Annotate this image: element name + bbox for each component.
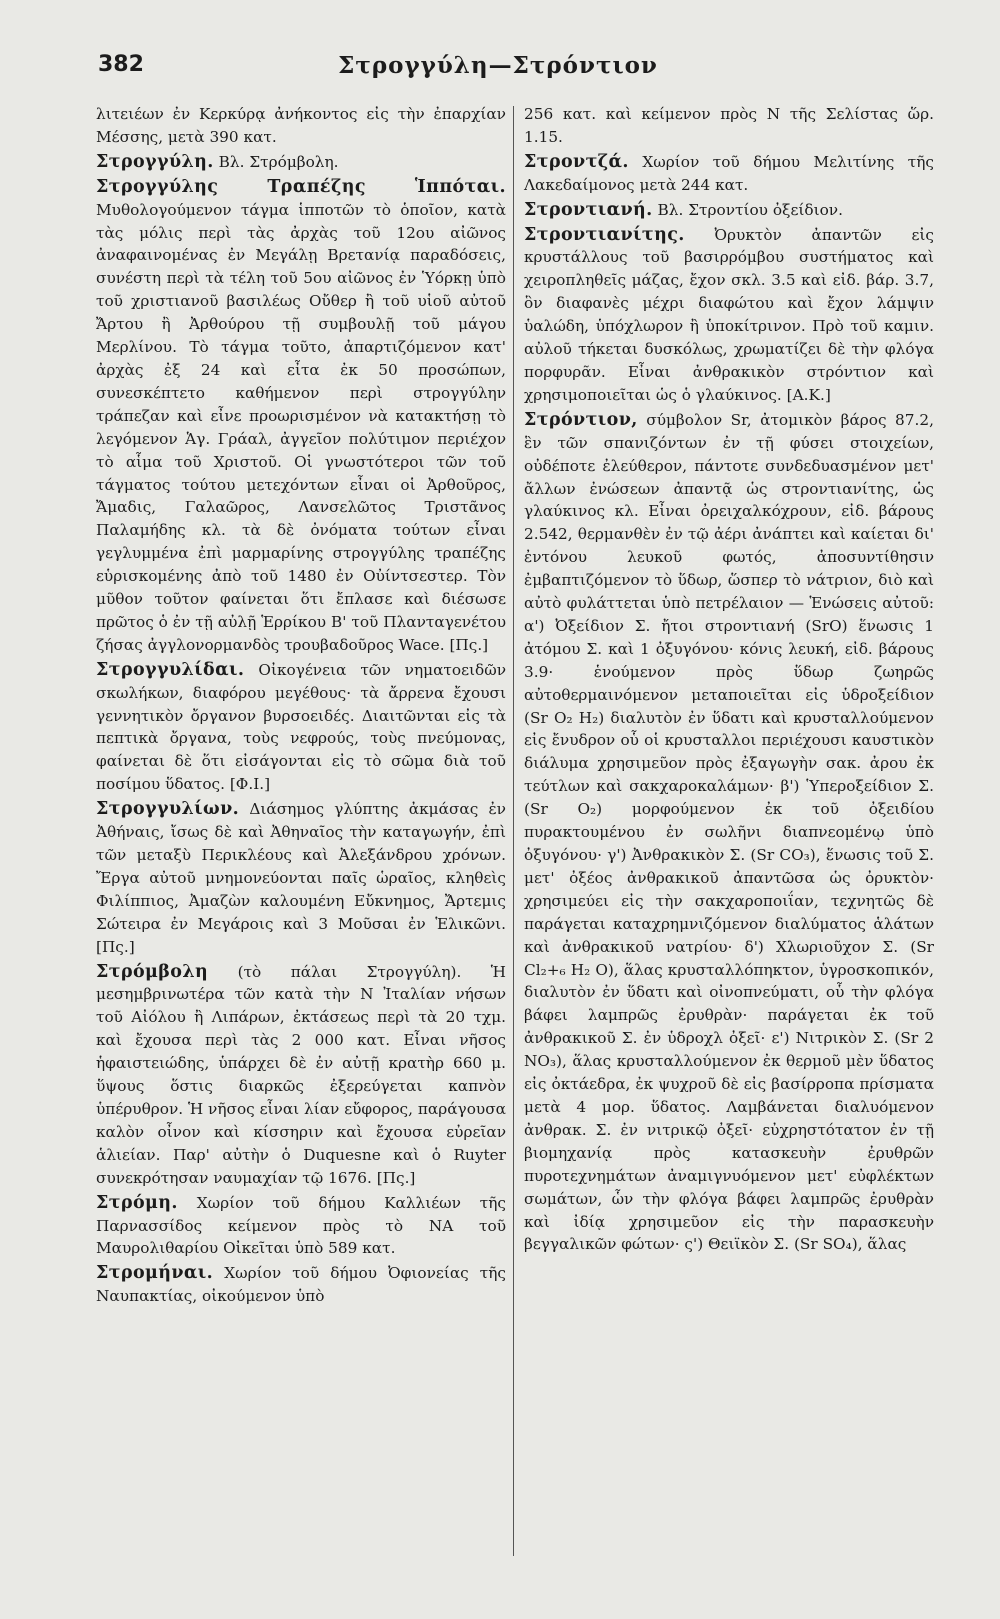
entry-headword: Στρογγυλίων.	[96, 799, 240, 820]
entry-text: Βλ. Στροντίου ὀξείδιον.	[657, 200, 843, 219]
entry-text: σύμβολον Sr, ἀτομικὸν βάρος 87.2, ἓν τῶν σπανιζόντων ἐν τῇ φύσει στοιχείων, οὐδέποτε ἐλεύθερον, πάντοτε συνδεδυασμένον μετ' ἄλλων ἐνώσεων ἀπαντᾷ ὡς στροντιανίτης, ὡς γλαύκινος κλ. Εἶναι ὀρειχαλκόχρουν, εἰδ. βάρους 2.542, θερμανθὲν ἐν τῷ ἀέρι ἀνάπτει καὶ καίεται δι' ἐντόνου λευκοῦ φωτός, ἀποσυντίθησιν ἐμβαπτιζόμενον τὸ ὕδωρ, ὥσπερ τὸ νάτριον, διὸ καὶ αὐτὸ φυλάττεται ὑπὸ πετρέλαιον — Ἑνώσεις αὐτοῦ: α') Ὀξείδιον Σ. ἤτοι στροντιανή (SrO) ἕνωσις 1 ἀτόμου Σ. καὶ 1 ὀξυγόνου· κόνις λευκή, εἰδ. βάρους 3.9· ἑνούμενον πρὸς ὕδωρ ζωηρῶς αὐτοθερμαινόμενον μεταποιεῖται εἰς ὑδροξείδιον (Sr O₂ H₂) διαλυτὸν ἐν ὕδατι καὶ κρυσταλλούμενον εἰς ἔνυδρον οὗ οἱ κρυσταλλοι περιέχουσι καυστικὸν διάλυμα χρησιμεῦον πρὸς ἐξαγωγὴν σακ. ἀρου ἐκ τεύτλων καὶ σακχαροκαλάμων· β') Ὑπεροξείδιον Σ. (Sr O₂) μορφούμενον ἐκ τοῦ ὀξειδίου πυρακτουμένου ἐν σωλῆνι διαπνεομένῳ ὑπὸ ὀξυγόνου· γ') Ἀνθρακικὸν Σ. (Sr CO₃), ἕνωσις τοῦ Σ. μετ' ὀξέος ἀνθρακικοῦ ἀπαντῶσα ὡς ὀρυκτὸν· χρησιμεύει εἰς τὴν σακχαροποιΐαν, τεχνητῶς δὲ παράγεται καταχρημνιζόμενον διαλύματος ἁλάτων καὶ ἀνθρακικοῦ νατρίου· δ') Χλωριοῦχον Σ. (Sr Cl₂+₆ H₂ O), ἅλας κρυσταλλόπηκτον, ὑγροσκοπικόν, διαλυτὸν ἐν ὕδατι καὶ οἰνοπνεύματι, οὗ τὴν φλόγα βάφει λαμπρῶς ἐρυθρὰν· παράγεται ἐκ τοῦ ἀνθρακικοῦ Σ. ἐν ὑδροχλ ὀξεῖ· ε') Νιτρικὸν Σ. (Sr 2 NO₃), ἅλας κρυσταλλούμενον ἐκ θερμοῦ μὲν ὕδατος εἰς ὀκτάεδρα, ἐκ ψυχροῦ δὲ εἰς βασίρροπα πρίσματα μετὰ 4 μορ. ὕδατος. Λαμβάνεται διαλυόμενον ἀνθρακ. Σ. ἐν νιτρικῷ ὀξεῖ· εὐχρηστότατον ἐν τῇ βιομηχανίᾳ πρὸς κατασκευὴν ἐρυθρῶν πυροτεχνημάτων ἀναμιγνυόμενον μετ' εὐφλέκτων σωμάτων, ὧν τὴν φλόγα βάφει λαμπρῶς ἐρυθρὰν καὶ ἰδίᾳ χρησιμεῦον εἰς τὴν παρασκευὴν βεγγαλικῶν φώτων· ς') Θειϊκὸν Σ. (Sr SO₄), ἅλας	[524, 410, 934, 1254]
dictionary-entry	[96, 103, 506, 149]
dictionary-entry	[96, 798, 506, 958]
dictionary-entry	[524, 199, 934, 222]
entry-headword: Στροντιανίτης.	[524, 224, 685, 245]
dictionary-entry	[524, 103, 934, 149]
dictionary-entry	[96, 659, 506, 796]
entry-headword: Στρογγυλίδαι.	[96, 659, 245, 680]
entry-headword: Στρογγύλη.	[96, 151, 214, 172]
entry-headword: Στροντιανή.	[524, 199, 653, 220]
entry-headword: Στροντζά.	[524, 151, 629, 172]
page-number: 382	[98, 52, 144, 77]
dictionary-entry	[524, 409, 934, 1257]
entry-text: λιτειέων ἐν Κερκύρᾳ ἀνήκοντος εἰς τὴν ἐπαρχίαν Μέσσης, μετὰ 390 κατ.	[96, 105, 506, 146]
dictionary-entry	[524, 224, 934, 407]
dictionary-entry	[96, 1192, 506, 1261]
entry-text: (τὸ πάλαι Στρογγύλη). Ἡ μεσημβρινωτέρα τῶν κατὰ τὴν Ν Ἰταλίαν νήσων τοῦ Αἰόλου ἢ Λιπάρων, ἐκτάσεως περὶ τὰ 20 τχμ. καὶ ἔχουσα περὶ τὰς 2 000 κατ. Εἶναι νῆσος ἡφαιστειώδης, ὑπάρχει δὲ ἐν αὐτῇ κρατὴρ 660 μ. ὕψους ὅστις διαρκῶς ἐξερεύγεται καπνὸν ὑπέρυθρον. Ἡ νῆσος εἶναι λίαν εὔφορος, παράγουσα καλὸν οἶνον καὶ κίσσηριν καὶ ἔχουσα εὐρεῖαν ἁλιείαν. Παρ' αὐτὴν ὁ Duquesne καὶ ὁ Ruyter συνεκρότησαν ναυμαχίαν τῷ 1676. [Πς.]	[96, 962, 506, 1187]
entry-text: Διάσημος γλύπτης ἀκμάσας ἐν Ἀθήναις, ἴσως δὲ καὶ Ἀθηναῖος τὴν καταγωγήν, ἐπὶ τῶν μεταξὺ Περικλέους καὶ Ἀλεξάνδρου χρόνων. Ἔργα αὐτοῦ μνημονεύονται παῖς ὡραῖος, κληθεὶς Φιλίππιος, Ἀμαζὼν καλουμένη Εὔκνημος, Ἄρτεμις Σώτειρα ἐν Μεγάροις καὶ 3 Μοῦσαι ἐν Ἑλικῶνι. [Πς.]	[96, 800, 506, 956]
right-column	[524, 103, 934, 1258]
entry-headword: Στρόμβολη	[96, 961, 209, 982]
entry-text: Ὀρυκτὸν ἀπαντῶν εἰς κρυστάλλους τοῦ βασιρρόμβου συστήματος καὶ χειροπληθεῖς μάζας, ἔχον σκλ. 3.5 καὶ εἰδ. βάρ. 3.7, ὃν διαφανὲς μέχρι διαφώτου καὶ ἔχον λάμψιν ὑαλώδη, ὑπόχλωρον ἢ ὑποκίτρινον. Πρὸ τοῦ καμιν. αὐλοῦ τήκεται δυσκόλως, χρωματίζει δὲ τὴν φλόγα πορφυρᾶν. Εἶναι ἀνθρακικὸν στρόντιον καὶ χρησιμοποιεῖται ὡς ὁ γλαύκινος. [Α.Κ.]	[524, 225, 934, 404]
entry-text: Βλ. Στρόμβολη.	[218, 152, 339, 171]
dictionary-entry	[96, 151, 506, 174]
entry-headword: Στρομήναι.	[96, 1263, 214, 1284]
entry-text: Χωρίον τοῦ δήμου Καλλιέων τῆς Παρνασσίδος κείμενον πρὸς τὸ ΝΑ τοῦ Μαυρολιθαρίου Οἰκεῖται ὑπὸ 589 κατ.	[96, 1193, 506, 1258]
entry-headword: Στρόντιον,	[524, 409, 638, 430]
page-header	[98, 44, 898, 90]
entry-headword: Στρόμη.	[96, 1192, 178, 1213]
column-divider	[513, 106, 514, 1556]
dictionary-entry	[96, 1262, 506, 1308]
entry-text: Οἰκογένεια τῶν νηματοειδῶν σκωλήκων, διαφόρου μεγέθους· τὰ ἄρρενα ἔχουσι γεννητικὸν ὄργανον βυρσοειδές. Διαιτῶνται εἰς τὰ πεπτικὰ ὄργανα, τοὺς νεφρούς, τοὺς πνεύμονας, φαίνεται δὲ ὅτι εἰσάγονται εἰς τὸ σῶμα διὰ τοῦ ποσίμου ὕδατος. [Φ.Ι.]	[96, 660, 506, 794]
dictionary-entry	[524, 151, 934, 197]
left-column	[96, 103, 506, 1310]
entry-text: Χωρίον τοῦ δήμου Ὀφιονείας τῆς Ναυπακτίας, οἰκούμενον ὑπὸ	[96, 1264, 506, 1306]
entry-text: 256 κατ. καὶ κείμενον πρὸς Ν τῆς Σελίστας ὥρ. 1.15.	[524, 105, 934, 146]
dictionary-entry	[96, 176, 506, 657]
running-title: Στρογγύλη—Στρόντιον	[338, 52, 658, 79]
entry-text: Μυθολογούμενον τάγμα ἱπποτῶν τὸ ὁποῖον, κατὰ τὰς μόλις περὶ τὰς ἀρχὰς τοῦ 12ου αἰῶνος ἀναφαινομένας ἐν Μεγάλῃ Βρετανίᾳ παραδόσεις, συνέστη περὶ τὰ τέλη τοῦ 5ου αἰῶνος ἐν Ὑόρκῃ ὑπὸ τοῦ χριστιανοῦ βασιλέως Οὔθερ ἢ τοῦ υἱοῦ αὐτοῦ Ἄρτου ἢ Ἀρθούρου τῇ συμβουλῇ τοῦ μάγου Μερλίνου. Τὸ τάγμα τοῦτο, ἀπαρτιζόμενον κατ' ἀρχὰς ἐξ 24 καὶ εἶτα ἐκ 50 προσώπων, συνεσκέπτετο καθήμενον περὶ στρογγύλην τράπεζαν καὶ εἶνε προωρισμένον νὰ κατακτήσῃ τὸ λεγόμενον Ἁγ. Γράαλ, ἀγγεῖον πολύτιμον περιέχον τὸ αἷμα τοῦ Χριστοῦ. Οἱ γνωστότεροι τῶν τοῦ τάγματος τούτου μετεχόντων εἶναι οἱ Ἀρθοῦρος, Ἄμαδις, Γαλαῶρος, Λανσελῶτος Τριστᾶνος Παλαμήδης κλ. τὰ δὲ ὀνόματα τούτων εἶναι γεγλυμμένα ἐπὶ μαρμαρίνης στρογγύλης τραπέζης εὑρισκομένης ἀπὸ τοῦ 1480 ἐν Οὐίντσεστερ. Τὸν μῦθον τοῦτον φαίνεται ὅτι ἔπλασε καὶ διέσωσε πρῶτος ὁ ἐν τῇ αὐλῇ Ἑρρίκου Β' τοῦ Πλανταγενέτου ζήσας ἀγγλονορμανδὸς τρουβαδοῦρος Wace. [Πς.]	[96, 200, 506, 654]
dictionary-entry	[96, 961, 506, 1190]
entry-text: Χωρίον τοῦ δήμου Μελιτίνης τῆς Λακεδαίμονος μετὰ 244 κατ.	[524, 152, 934, 194]
entry-headword: Στρογγύλης Τραπέζης Ἱππόται.	[96, 176, 506, 197]
